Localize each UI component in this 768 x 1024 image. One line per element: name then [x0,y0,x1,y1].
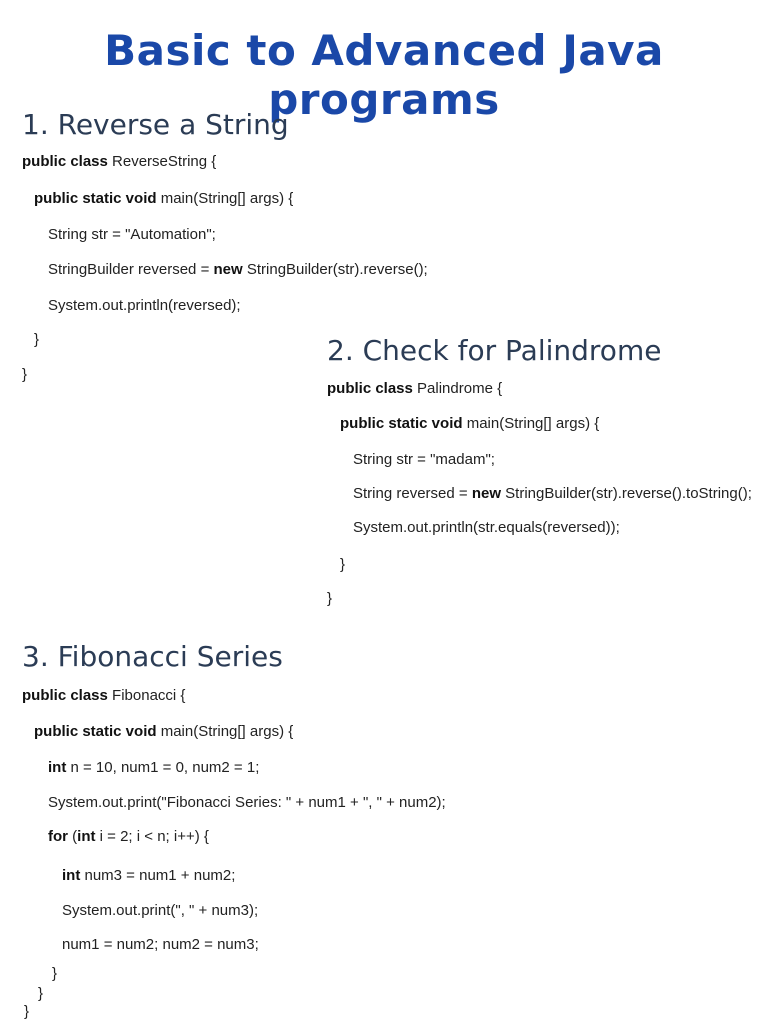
code-line: public static void main(String[] args) { [34,190,294,207]
code-line: public class ReverseString { [22,153,217,170]
code-line: } [327,590,333,607]
code-line: } [340,556,346,573]
code-line: for (int i = 2; i < n; i++) { [48,828,209,845]
code-line: System.out.print(", " + num3); [62,902,259,919]
code-line: public static void main(String[] args) { [340,415,600,432]
code-line: } [22,366,28,383]
code-line: public class Palindrome { [327,380,503,397]
code-line: String reversed = new StringBuilder(str).reverse().toString(); [353,485,752,502]
code-line: String str = "Automation"; [48,226,216,243]
code-line: } [34,331,40,348]
code-line: int n = 10, num1 = 0, num2 = 1; [48,759,260,776]
section-heading-reverse-string: 1. Reverse a String [22,108,289,141]
page-title: Basic to Advanced Java programs [104,26,664,124]
code-line: System.out.println(reversed); [48,297,241,314]
code-line: public class Fibonacci { [22,687,186,704]
code-line: } [24,1003,30,1020]
code-line: StringBuilder reversed = new StringBuilder(str).reverse(); [48,261,428,278]
section-heading-palindrome: 2. Check for Palindrome [327,334,662,367]
code-line: } [38,985,44,1002]
code-line: System.out.print("Fibonacci Series: " + num1 + ", " + num2); [48,794,446,811]
code-line: } [52,965,58,982]
code-line: public static void main(String[] args) { [34,723,294,740]
code-line: System.out.println(str.equals(reversed)); [353,519,620,536]
code-line: num1 = num2; num2 = num3; [62,936,259,953]
section-heading-fibonacci: 3. Fibonacci Series [22,640,283,673]
code-line: String str = "madam"; [353,451,495,468]
code-line: int num3 = num1 + num2; [62,867,236,884]
